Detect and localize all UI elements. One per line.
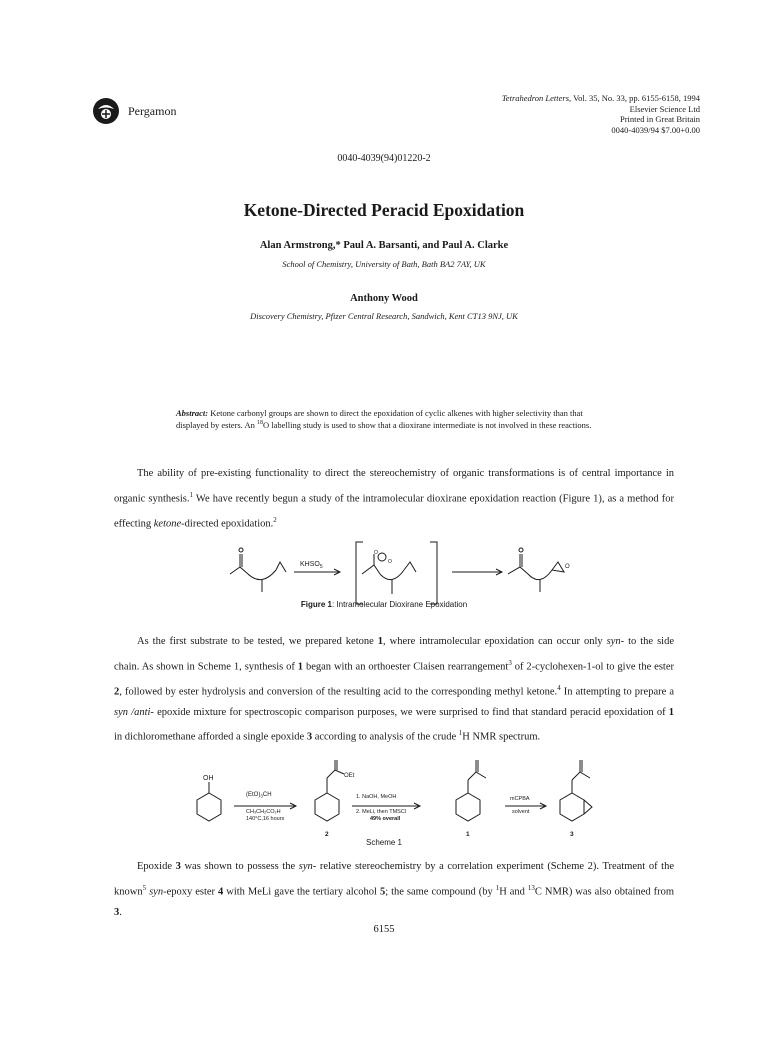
scheme-1-diagram [0,760,768,840]
scheme1-oh-label: OH [203,775,214,782]
journal-info [502,93,700,135]
journal-issn: 0040-4039/94 $7.00+0.00 [611,124,700,135]
abstract-label: Abstract: [176,408,209,418]
affiliation-2: Discovery Chemistry, Pfizer Central Research, Sandwich, Kent CT13 9NJ, UK [250,311,518,321]
body-paragraph-3: Epoxide 3 was shown to possess the syn- relative stereochemistry by a correlation experiment (Scheme 2). Treatment of the known$^5$ syn-epoxy ester 4 with MeLi gave the tertiary alcohol 5; the same compound (by $^1$H and $^{13}$C NMR) was also obtained from 3. [114,861,675,918]
svg-text:O: O [565,564,570,570]
figure1-reagent-label: $KHSO_5$ [300,561,323,570]
scheme1-ketone-1-ring [456,793,480,821]
pergamon-logo-icon [92,97,120,125]
body-paragraph-2: As the first substrate to be tested, we prepared ketone 1, where intramolecular epoxidation can occur only syn- to the side chain. As shown in Scheme 1, synthesis of 1 began with an orthoester Claisen rearrangement$^3$ of 2-cyclohexen-1-ol to give the ester 2, followed by ester hydrolysis and conversion of the resulting acid to the corresponding methyl ketone.$^4$ In attempting to prepare a syn /anti- epoxide mixture for spectroscopic comparison purposes, we were surprised to find that standard peracid epoxidation of 1 in dichloromethane afforded a single epoxide 3 according to analysis of the crude $^1$H NMR spectrum. [114,636,674,743]
svg-text:O: O [374,550,378,556]
scheme1-cyclohexenol-ring [197,793,221,821]
scheme-1-caption: Scheme 1 [365,838,403,847]
svg-text:O: O [388,559,392,565]
scheme1-compound-1-number: 1 [466,831,470,838]
figure1-reactant-molecule [230,548,286,592]
publisher-logo-block [92,97,232,127]
document-code: 0040-4039(94)01220-2 [337,153,431,164]
scheme1-reagent-1b: CH₃CH₂CO₂H [246,809,281,815]
figure1-bracket-right [430,542,437,604]
journal-printed: Printed in Great Britain [619,114,700,124]
figure1-product-molecule [508,548,564,592]
scheme1-reagent-1a: $(EtO)_3CH$ [246,792,272,799]
authors-line-1: Alan Armstrong,* Paul A. Barsanti, and Paul A. Clarke [259,240,509,251]
abstract: Abstract: Ketone carbonyl groups are shown to direct the epoxidation of cyclic alkenes with higher selectivity than that displayed by esters. An $^{18}$O labelling study is used to show that a dioxirane intermediate is not involved in these reactions. [176,408,592,430]
scheme1-reagent-1c: 140°C,16 hours [246,816,285,822]
figure1-bracket-left [356,542,363,604]
paper-title: Ketone-Directed Peracid Epoxidation [243,200,525,220]
scheme1-ester-2-ring [315,793,339,821]
scheme1-reagent-2b: 2. MeLi, then TMSCl [356,809,407,815]
scheme1-reagent-2c: 49% overall [370,816,401,822]
journal-publisher: Elsevier Science Ltd [629,103,700,114]
figure-1-scheme [0,532,768,627]
scheme1-epoxide-3-ring [560,793,584,821]
affiliation-1: School of Chemistry, University of Bath, Bath BA2 7AY, UK [282,259,486,269]
authors-line-2: Anthony Wood [350,293,418,304]
figure-1-caption: Figure 1: Intramolecular Dioxirane Epoxidation [300,600,468,609]
scheme1-reagent-3b: solvent [512,809,530,815]
scheme1-reagent-3a: mCPBA [510,796,530,802]
scheme1-oet-label: OEt [344,773,355,779]
scheme1-reagent-2a: 1. NaOH, MeOH [356,794,397,800]
scheme1-compound-3-number: 3 [570,831,574,838]
scheme1-compound-2-number: 2 [325,831,329,838]
journal-citation: Tetrahedron Letters, Vol. 35, No. 33, pp. 6155-6158, 1994 [501,93,700,103]
body-paragraph-1: The ability of pre-existing functionality to direct the stereochemistry of organic transformations is of central importance in organic synthesis.$^1$ We have recently begun a study of the intramolecular dioxirane epoxidation reaction (Figure 1), as a method for effecting ketone-directed epoxidation.$^2$ [114,468,674,529]
page-number: 6155 [373,924,395,935]
publisher-name: Pergamon [128,104,177,118]
